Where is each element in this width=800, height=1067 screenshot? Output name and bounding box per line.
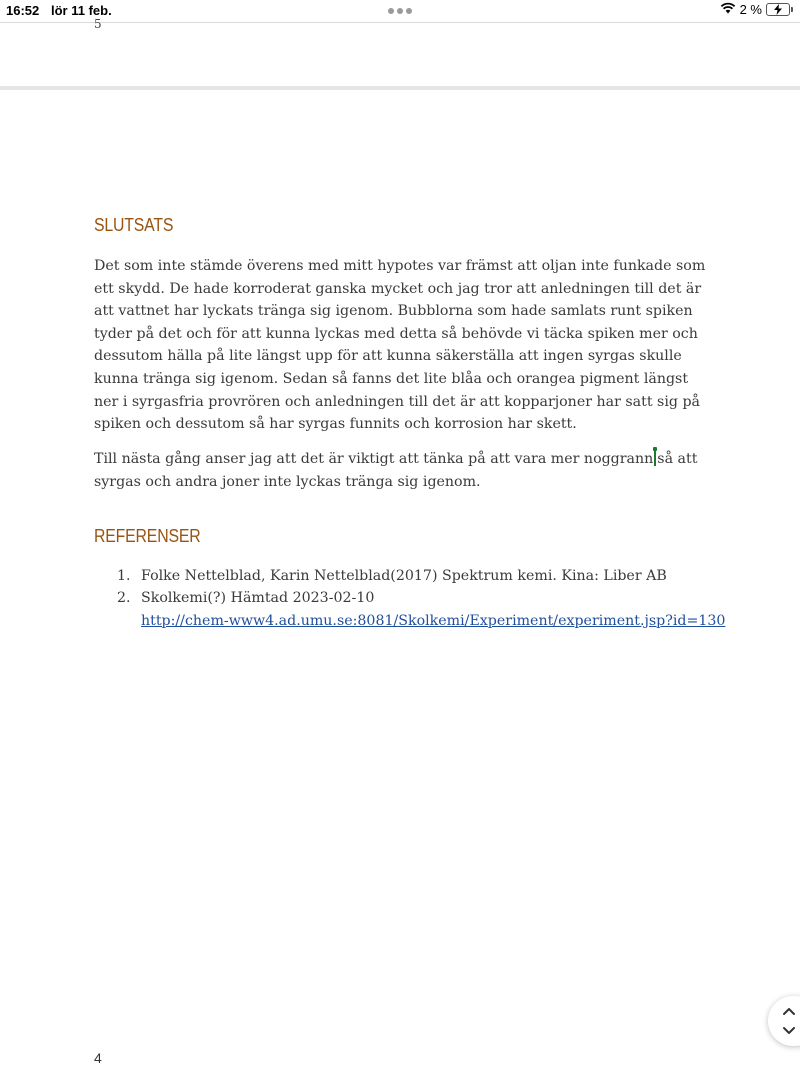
status-indicators [720,2,790,17]
status-date: lör 11 feb. [51,3,112,18]
document-page [0,90,800,1067]
references-list [117,565,737,632]
reference-link[interactable]: http://chem-www4.ad.umu.se:8081/Skolkemi/Experiment/experiment.jsp?id=130 [141,612,726,629]
battery-icon [766,3,790,16]
reference-text: Skolkemi(?) Hämtad 2023-02-10 [141,590,375,607]
references-heading: REFERENSER [94,526,201,546]
reference-item [117,587,737,632]
chevron-up-down-icon [782,1004,796,1038]
battery-percent: 2 % [739,2,762,17]
conclusion-heading: SLUTSATS [94,215,174,235]
status-bar [0,0,800,22]
reference-item [117,565,737,587]
text-cursor[interactable] [654,449,656,466]
previous-page-mark: 5 [94,17,102,31]
reference-number: 2. [117,590,131,607]
previous-page-bottom [0,17,800,86]
wifi-icon [720,2,736,17]
paragraph-text-before-cursor: Till nästa gång anser jag att det är viktigt att tänka på att vara mer noggrann [94,451,654,467]
page-number: 4 [94,1050,102,1066]
multitasking-dots-icon[interactable] [388,8,412,14]
status-time: 16:52 [6,3,40,18]
conclusion-paragraph[interactable]: Det som inte stämde överens med mitt hypotes var främst att oljan inte funkade som ett skydd. De hade korroderat ganska mycket och jag tror att anledningen till det är att vattnet har lyckats tränga sig igenom. Bubblorna som hade samlats runt spiken tyder på det och för att kunna lyckas med detta så behövde vi täcka spiken mer och dessutom hälla på lite längst upp för att kunna säkerställa att ingen syrgas skulle kunna tränga sig igenom. Sedan så fanns det lite blåa och orangea pigment längst ner i syrgasfria provrören och anledningen till det är att kopparjoner har satt sig på spiken och dessutom så har syrgas funnits och korrosion har skett. [94,258,706,433]
paragraph-text-after-cursor: så att syrgas och andra joner inte lyckas tränga sig igenom. [94,451,698,490]
reference-number: 1. [117,568,131,584]
next-time-paragraph[interactable] [94,448,714,493]
charging-bolt-icon [774,4,782,15]
reference-text: Folke Nettelblad, Karin Nettelblad(2017) Spektrum kemi. Kina: Liber AB [141,568,667,584]
